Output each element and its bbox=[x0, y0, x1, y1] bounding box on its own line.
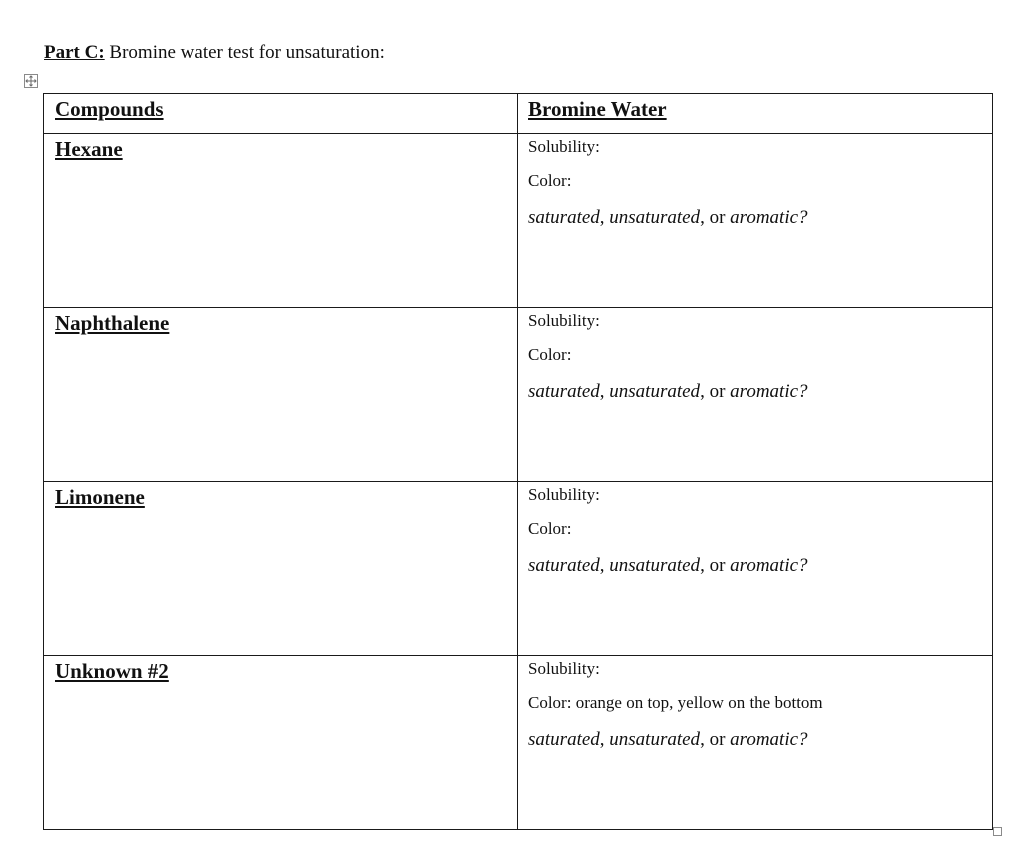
part-label: Part C: bbox=[44, 42, 105, 63]
table-move-handle-icon[interactable] bbox=[24, 74, 38, 88]
color-label: Color: bbox=[528, 519, 572, 538]
move-arrows-icon bbox=[25, 75, 37, 87]
option-unsaturated: unsaturated bbox=[609, 207, 701, 228]
header-bromine-water: Bromine Water bbox=[528, 97, 667, 121]
table-resize-handle[interactable] bbox=[993, 827, 1002, 836]
table-header-row bbox=[44, 94, 993, 134]
option-aromatic: aromatic? bbox=[730, 555, 808, 576]
color-line bbox=[528, 170, 992, 192]
color-line bbox=[528, 692, 992, 714]
classification-question bbox=[528, 728, 992, 752]
table-row bbox=[44, 482, 993, 656]
table-row bbox=[44, 134, 993, 308]
header-cell-compounds[interactable] bbox=[44, 94, 518, 134]
table-row bbox=[44, 656, 993, 830]
option-aromatic: aromatic? bbox=[730, 729, 808, 750]
separator: , or bbox=[700, 381, 731, 402]
solubility-label: Solubility: bbox=[528, 485, 600, 504]
option-saturated: saturated bbox=[528, 555, 600, 576]
header-compounds: Compounds bbox=[55, 97, 164, 121]
section-heading bbox=[44, 41, 385, 65]
classification-question bbox=[528, 554, 992, 578]
compound-name: Unknown #2 bbox=[55, 659, 169, 683]
compound-cell[interactable] bbox=[44, 482, 518, 656]
separator: , bbox=[599, 555, 610, 576]
option-saturated: saturated bbox=[528, 381, 600, 402]
color-label: Color: bbox=[528, 693, 572, 712]
option-saturated: saturated bbox=[528, 207, 600, 228]
compound-cell[interactable] bbox=[44, 308, 518, 482]
separator: , bbox=[599, 207, 610, 228]
compound-cell[interactable] bbox=[44, 656, 518, 830]
color-line bbox=[528, 518, 992, 540]
separator: , bbox=[599, 381, 610, 402]
separator: , or bbox=[700, 207, 731, 228]
option-aromatic: aromatic? bbox=[730, 207, 808, 228]
header-cell-bromine-water[interactable] bbox=[518, 94, 993, 134]
option-aromatic: aromatic? bbox=[730, 381, 808, 402]
bromine-water-cell[interactable] bbox=[518, 482, 993, 656]
table-row bbox=[44, 308, 993, 482]
color-line bbox=[528, 344, 992, 366]
separator: , or bbox=[700, 555, 731, 576]
section-title: Bromine water test for unsaturation: bbox=[104, 42, 385, 63]
compound-cell[interactable] bbox=[44, 134, 518, 308]
compound-name: Naphthalene bbox=[55, 311, 170, 335]
option-unsaturated: unsaturated bbox=[609, 381, 701, 402]
separator: , or bbox=[700, 729, 731, 750]
solubility-label: Solubility: bbox=[528, 659, 600, 678]
bromine-water-cell[interactable] bbox=[518, 134, 993, 308]
bromine-water-cell[interactable] bbox=[518, 308, 993, 482]
compound-name: Limonene bbox=[55, 485, 145, 509]
bromine-water-cell[interactable] bbox=[518, 656, 993, 830]
option-unsaturated: unsaturated bbox=[609, 555, 701, 576]
solubility-label: Solubility: bbox=[528, 311, 600, 330]
option-saturated: saturated bbox=[528, 729, 600, 750]
option-unsaturated: unsaturated bbox=[609, 729, 701, 750]
compound-name: Hexane bbox=[55, 137, 123, 161]
color-label: Color: bbox=[528, 345, 572, 364]
color-value: orange on top, yellow on the bottom bbox=[571, 693, 823, 712]
bromine-water-table bbox=[43, 93, 993, 830]
separator: , bbox=[599, 729, 610, 750]
solubility-label: Solubility: bbox=[528, 137, 600, 156]
color-label: Color: bbox=[528, 171, 572, 190]
classification-question bbox=[528, 380, 992, 404]
classification-question bbox=[528, 206, 992, 230]
